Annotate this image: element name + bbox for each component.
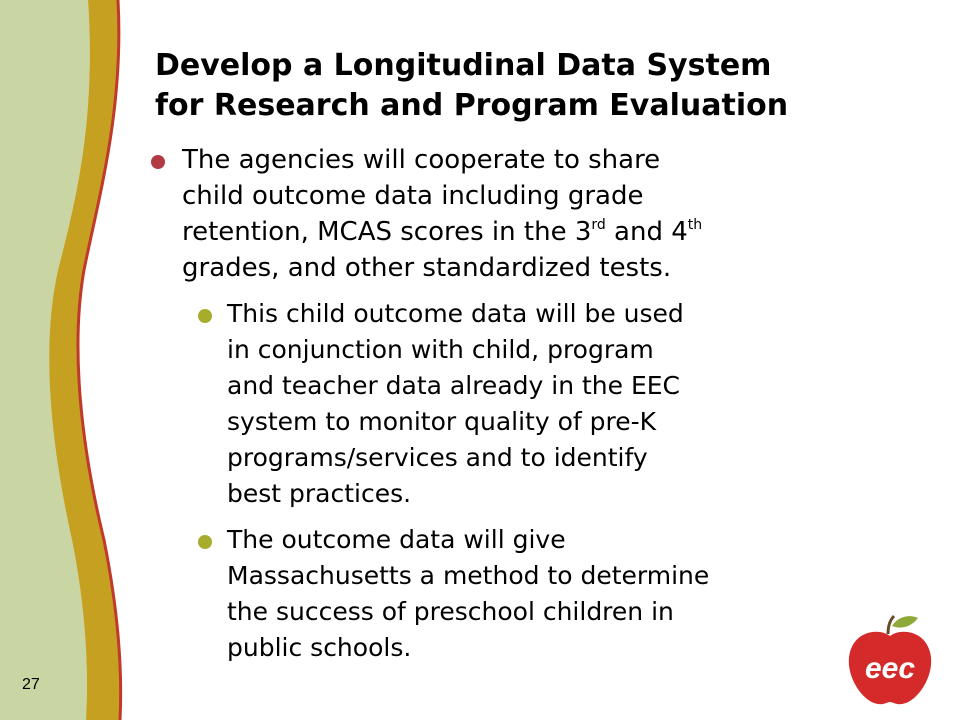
- bullet-line: the success of preschool children in: [227, 597, 674, 626]
- left-decorative-band: [0, 0, 140, 720]
- bullet-line: This child outcome data will be used: [227, 299, 684, 328]
- apple-leaf: [892, 616, 918, 628]
- bullet-line: The agencies will cooperate to share: [182, 145, 661, 175]
- superscript-th: th: [687, 217, 703, 233]
- spacer: [150, 286, 850, 296]
- bullet-list: [150, 142, 850, 666]
- line-text: and 4: [605, 217, 688, 247]
- bullet-dot-icon: [198, 309, 212, 323]
- title-line-1: Develop a Longitudinal Data System: [155, 48, 772, 83]
- superscript-rd: rd: [591, 217, 606, 233]
- bullet-dot-icon: [151, 155, 165, 169]
- bullet-line: child outcome data including grade: [182, 181, 644, 211]
- slide-title: [155, 46, 945, 126]
- bullet-line: public schools.: [227, 633, 412, 662]
- bullet-line-with-superscripts: [182, 214, 850, 250]
- bullet-line: Massachusetts a method to determine: [227, 561, 710, 590]
- bullet-item-level1: [150, 142, 850, 286]
- bullet-line: grades, and other standardized tests.: [182, 253, 672, 283]
- bullet-dot-icon: [198, 535, 212, 549]
- slide-number: 27: [22, 676, 40, 693]
- spacer: [150, 512, 850, 522]
- bullet-item-level2: [150, 522, 850, 666]
- bullet-line: The outcome data will give: [227, 525, 566, 554]
- bullet-line: and teacher data already in the EEC: [227, 371, 681, 400]
- logo-text: eec: [864, 652, 916, 685]
- bullet-line: programs/services and to identify: [227, 443, 648, 472]
- bullet-line: best practices.: [227, 479, 412, 508]
- bullet-line: in conjunction with child, program: [227, 335, 654, 364]
- title-line-2: for Research and Program Evaluation: [155, 88, 789, 123]
- bullet-line: system to monitor quality of pre-K: [227, 407, 657, 436]
- bullet-item-level2: [150, 296, 850, 512]
- apple-logo-icon: [840, 612, 940, 708]
- line-text: retention, MCAS scores in the 3: [182, 217, 592, 247]
